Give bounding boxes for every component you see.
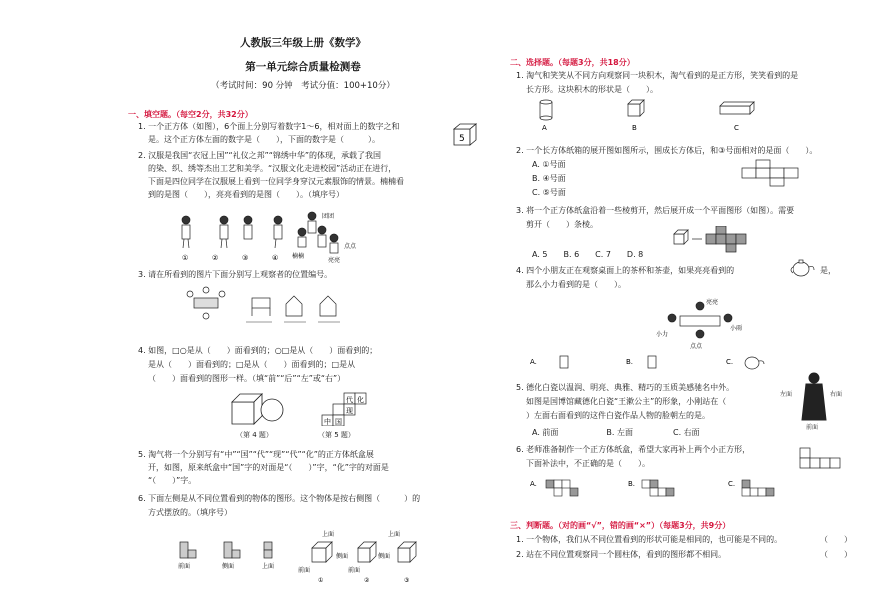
- unfolded-box-figure: [314, 392, 372, 426]
- box-char-2: 化: [357, 396, 364, 404]
- statue-label-front: 前面: [806, 424, 819, 430]
- s2-q6-line2: 下面补法中，不正确的是（ ）。: [526, 459, 650, 468]
- statue-label-left: 左面: [780, 391, 793, 398]
- s2-q3-options: A. 5 B. 6 C. 7 D. 8: [532, 250, 644, 259]
- s1-q5-line2: 开，如图，原来纸盒中“国”字的对面是“（ ）”字，“化”字的对面是: [148, 463, 389, 472]
- hanfu-label-2: ②: [212, 254, 219, 262]
- s2-q6-base-figure: [798, 446, 848, 470]
- s2-q1-opt-b: B: [632, 124, 637, 132]
- s2-q4-options-figure: [528, 352, 788, 374]
- hanfu-figure: [172, 208, 382, 264]
- s2-q2-opt-a: A. ①号面: [532, 160, 566, 169]
- view-label-side: 侧面: [222, 563, 235, 570]
- s1-q5-line3: “（ ）”字。: [148, 476, 197, 485]
- observer-figure: [186, 284, 376, 328]
- page-subtitle: 第一单元综合质量检测卷: [245, 61, 361, 73]
- s1-q4-line3: （ ）面看到的图形一样。（填“前”“后”“左”或“右”）: [148, 374, 346, 383]
- q5-caption: （第 5 题）: [318, 431, 355, 439]
- porcelain-statue-figure: [778, 368, 848, 430]
- option-label-3: ③: [404, 577, 410, 584]
- hanfu-label-3: ③: [242, 254, 249, 262]
- left-column: [128, 36, 478, 92]
- q4-caption: （第 4 题）: [236, 431, 273, 439]
- s1-q5-line1: 5. 淘气将一个分别写有“中”“国”“代”“现”“代”“化”的正方体纸盒展: [138, 450, 374, 459]
- s3-q2: 2. 站在不同位置观察同一个圆柱体，看到的图形都不相同。: [516, 550, 727, 559]
- box-char-4: 国: [335, 418, 342, 426]
- arrow-label-side-1: 侧面: [336, 553, 349, 560]
- s1-q6-line2: 方式摆放的。（填序号）: [148, 508, 232, 517]
- section2-heading: 二、选择题。（每题3分，共18分）: [510, 58, 635, 67]
- view-label-front: 前面: [178, 563, 191, 570]
- s1-q2-line3: 下面是四位同学在汉服展上看到一位同学身穿汉元素服饰的情景。楠楠看: [148, 177, 404, 186]
- s2-q1-opt-a: A: [542, 124, 547, 132]
- name-diandian: 点点: [690, 343, 703, 350]
- s2-q4-opt-c: C.: [726, 358, 734, 366]
- s1-q4-line1: 4. 如图，□○是从（ ）面看到的；○□是从（ ）面看到的；: [138, 346, 378, 355]
- s2-q4-line2: 那么小力看到的是（ ）。: [526, 280, 626, 289]
- s2-q2-net-figure: [740, 158, 810, 188]
- arrow-label-side-2: 侧面: [378, 553, 391, 560]
- s2-q2-opt-b: B. ④号面: [532, 174, 566, 183]
- s2-q5-line2: 如图是国博馆藏德化白瓷“王漱公主”的形象，小刚站在（: [526, 397, 727, 406]
- s2-q4-table-figure: [650, 296, 750, 350]
- s3-q1-paren: （ ）: [820, 535, 852, 544]
- s2-q6-opt-b: B.: [628, 480, 636, 488]
- s2-q3-line2: 剪开（ ）条棱。: [526, 220, 598, 229]
- s1-q2-line2: 的染、织、绣等杰出工艺和美学。“汉服文化走进校园”活动正在进行，: [148, 164, 397, 173]
- section1-heading: 一、填空题。（每空2分，共32分）: [128, 110, 253, 119]
- name-xiaoyu: 小雨: [730, 325, 743, 332]
- box-char-3: 现: [346, 407, 353, 415]
- s1-q2-line1: 2. 汉服是我国“衣冠上国”“礼仪之邦”“锦绣中华”的体现，承载了我国: [138, 151, 382, 160]
- s1-q6-line1: 6. 下面左侧是从不同位置看到的物体的图形。这个物体是按右侧图（ ）的: [138, 494, 421, 503]
- s2-q6-line1: 6. 老师准备制作一个正方体纸盒，希望大家再补上两个小正方形，: [516, 445, 751, 454]
- s2-q1-options-figure: [530, 96, 790, 136]
- label-tuantuan: 团团: [322, 213, 335, 220]
- teapot-icon: [790, 256, 816, 278]
- box-char-5: 中: [324, 418, 331, 426]
- cube-figure-q1: [452, 122, 478, 146]
- label-liangliang: 亮亮: [328, 257, 341, 264]
- name-xiaoli: 小力: [656, 331, 669, 338]
- arrow-label-top-1: 上面: [322, 531, 335, 538]
- name-liangliang: 亮亮: [706, 299, 719, 306]
- arrow-label-front-2: 前面: [348, 567, 361, 574]
- option-label-2: ②: [364, 577, 370, 584]
- s2-q4-line1: 4. 四个小朋友正在观察桌面上的茶杯和茶壶，如果亮亮看到的: [516, 266, 735, 275]
- s1-q3-line1: 3. 请在所看到的图片下面分别写上观察者的位置编号。: [138, 270, 333, 279]
- section3-heading: 三、判断题。（对的画“√”，错的画“×”）（每题3分，共9分）: [510, 521, 731, 530]
- exam-meta: （考试时间：90 分钟 考试分值：100+10分）: [211, 81, 395, 91]
- arrow-label-top-2: 上面: [388, 531, 401, 538]
- s1-q4-line2: 是从（ ）面看到的；□是从（ ）面看到的；□是从: [148, 360, 356, 369]
- s2-q4-line1b: 是，: [820, 266, 836, 275]
- view-label-top: 上面: [262, 563, 275, 570]
- label-nannan: 楠楠: [292, 253, 305, 260]
- s1-q1-line1: 1. 一个正方体（如图），6个面上分别写着数字1～6，相对面上的数字之和: [138, 122, 400, 131]
- s3-q1: 1. 一个物体，我们从不同位置看到的形状可能是相同的，也可能是不同的。: [516, 535, 783, 544]
- label-diandian: 点点: [344, 243, 357, 250]
- page-title: 人教版三年级上册《数学》: [240, 37, 366, 49]
- hanfu-label-4: ④: [272, 254, 279, 262]
- s2-q2-line1: 2. 一个长方体纸箱的展开图如图所示，围成长方体后，和③号面相对的是面（ ）。: [516, 146, 818, 155]
- s1-q1-line2: 是。这个正方体左面的数字是（ ），下面的数字是（ ）。: [148, 135, 380, 144]
- cube-sphere-figure: [226, 390, 286, 426]
- arrow-label-front-1: 前面: [298, 567, 311, 574]
- s2-q1-opt-c: C: [734, 124, 739, 132]
- s2-q4-opt-b: B.: [626, 358, 634, 366]
- s2-q6-options-figure: [528, 474, 798, 504]
- cube-label: 5: [459, 134, 465, 144]
- s2-q4-opt-a: A.: [530, 358, 537, 366]
- option-label-1: ①: [318, 577, 324, 584]
- s2-q6-opt-c: C.: [728, 480, 736, 488]
- s2-q3-net-figure: [672, 226, 762, 256]
- hanfu-label-1: ①: [182, 254, 189, 262]
- views-figure: [172, 528, 432, 584]
- s1-q2-line4: 到的是图（ ），亮亮看到的是图（ ）。（填序号）: [148, 190, 344, 199]
- s3-q2-paren: （ ）: [820, 550, 852, 559]
- s2-q5-line1: 5. 德化白瓷以温润、明亮、典雅、精巧的玉质美感驰名中外。: [516, 383, 735, 392]
- statue-label-right: 右面: [830, 391, 843, 398]
- s2-q2-opt-c: C. ⑤号面: [532, 188, 566, 197]
- s2-q6-opt-a: A.: [530, 480, 537, 488]
- s2-q5-line3: ）左面右面看到的这件白瓷作品人物的脸朝左的是。: [526, 411, 710, 420]
- s2-q1-line1: 1. 淘气和笑笑从不同方向观察同一块积木，淘气看到的是正方形，笑笑看到的是: [516, 71, 799, 80]
- box-char-1: 代: [346, 396, 353, 404]
- s2-q3-line1: 3. 将一个正方体纸盒沿着一些棱剪开，然后展开成一个平面图形（如图）。需要: [516, 206, 795, 215]
- s2-q1-line2: 长方形。这块积木的形状是（ ）。: [526, 85, 658, 94]
- s2-q5-options: A. 前面 B. 左面 C. 右面: [532, 428, 700, 437]
